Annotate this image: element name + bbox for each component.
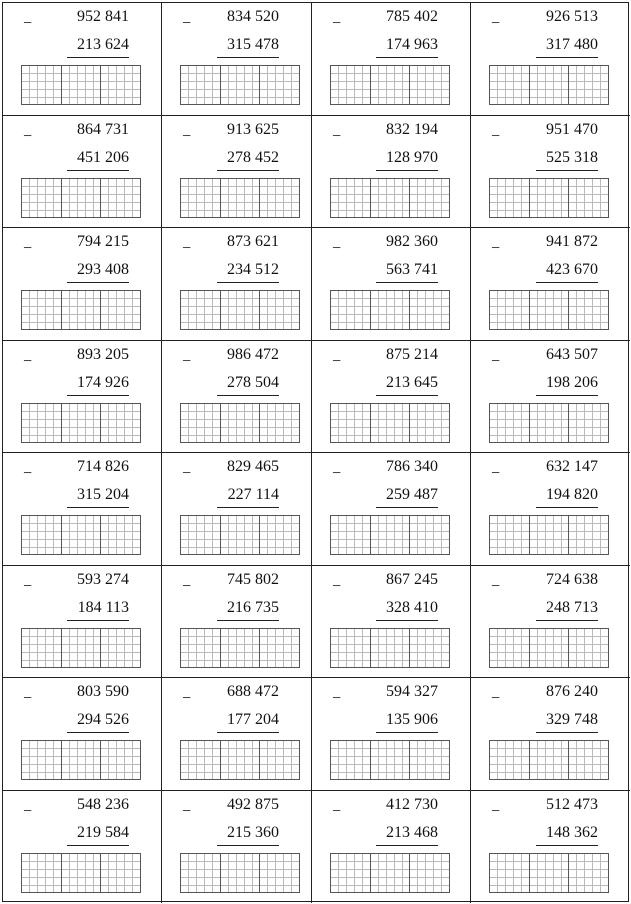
answer-box[interactable] — [101, 404, 140, 442]
answer-boxes — [21, 515, 141, 555]
subtrahend: 293 408 — [77, 261, 129, 278]
answer-box[interactable] — [569, 66, 608, 104]
minuend: 632 147 — [546, 458, 598, 475]
answer-boxes — [180, 65, 300, 105]
answer-boxes — [489, 628, 609, 668]
answer-box[interactable] — [410, 741, 449, 779]
problem-cell — [471, 453, 630, 566]
subtrahend: 234 512 — [227, 261, 279, 278]
answer-box[interactable] — [371, 741, 411, 779]
problem-cell — [312, 116, 471, 229]
answer-box[interactable] — [181, 854, 221, 892]
subtrahend: 259 487 — [386, 486, 438, 503]
minuend: 951 470 — [546, 120, 598, 138]
subtrahend: 194 820 — [546, 486, 598, 503]
answer-rule — [536, 620, 598, 621]
answer-box[interactable] — [331, 629, 371, 667]
answer-box[interactable] — [181, 516, 221, 554]
minuend: 982 360 — [386, 233, 438, 250]
minus-sign: − — [23, 802, 33, 820]
minuend: 926 513 — [546, 8, 598, 25]
answer-box[interactable] — [371, 854, 411, 892]
minus-sign: − — [182, 352, 192, 370]
answer-box[interactable] — [101, 741, 140, 779]
minuend: 867 245 — [386, 570, 438, 588]
problem-cell — [312, 228, 471, 341]
answer-box[interactable] — [410, 179, 449, 217]
answer-box[interactable] — [22, 291, 62, 329]
subtrahend: 213 624 — [77, 36, 129, 53]
subtrahend: 278 452 — [227, 148, 279, 166]
answer-box[interactable] — [260, 66, 299, 104]
answer-rule — [536, 507, 598, 508]
answer-box[interactable] — [221, 291, 261, 329]
subtrahend: 184 113 — [77, 598, 129, 616]
answer-boxes — [489, 740, 609, 780]
minuend: 593 274 — [77, 570, 129, 588]
problem-cell — [471, 341, 630, 454]
minuend: 492 875 — [227, 795, 279, 813]
answer-box[interactable] — [181, 179, 221, 217]
minuend: 688 472 — [227, 683, 279, 700]
minuend: 724 638 — [546, 570, 598, 588]
answer-rule — [217, 507, 279, 508]
answer-box[interactable] — [331, 516, 371, 554]
problem-cell — [471, 228, 630, 341]
minuend: 941 872 — [546, 233, 598, 250]
subtrahend: 294 526 — [77, 711, 129, 728]
answer-box[interactable] — [530, 291, 570, 329]
subtrahend: 219 584 — [77, 823, 129, 841]
answer-box[interactable] — [371, 291, 411, 329]
subtrahend: 128 970 — [386, 148, 438, 166]
problem-cell — [471, 678, 630, 791]
answer-rule — [217, 620, 279, 621]
answer-box[interactable] — [260, 741, 299, 779]
answer-box[interactable] — [260, 629, 299, 667]
answer-rule — [536, 395, 598, 396]
minus-sign: − — [182, 127, 192, 145]
minuend: 714 826 — [77, 458, 129, 475]
answer-box[interactable] — [221, 179, 261, 217]
answer-box[interactable] — [331, 741, 371, 779]
answer-box[interactable] — [221, 629, 261, 667]
subtrahend: 198 206 — [546, 373, 598, 391]
minuend: 745 802 — [227, 570, 279, 588]
problem-cell — [312, 791, 471, 904]
subtrahend: 278 504 — [227, 373, 279, 391]
answer-boxes — [489, 290, 609, 330]
subtrahend: 174 963 — [386, 36, 438, 53]
minuend: 803 590 — [77, 683, 129, 700]
minuend: 986 472 — [227, 345, 279, 363]
answer-box[interactable] — [22, 179, 62, 217]
answer-boxes — [489, 403, 609, 443]
answer-box[interactable] — [331, 66, 371, 104]
answer-box[interactable] — [101, 291, 140, 329]
minus-sign: − — [491, 690, 501, 707]
problem-cell — [471, 116, 630, 229]
problem-cell — [3, 341, 162, 454]
answer-box[interactable] — [530, 629, 570, 667]
minuend: 794 215 — [77, 233, 129, 250]
answer-box[interactable] — [371, 66, 411, 104]
answer-boxes — [21, 403, 141, 443]
problem-cell — [471, 3, 630, 116]
answer-rule — [376, 732, 438, 733]
answer-rule — [67, 170, 129, 171]
answer-box[interactable] — [221, 516, 261, 554]
answer-boxes — [330, 853, 450, 893]
subtrahend: 451 206 — [77, 148, 129, 166]
answer-box[interactable] — [62, 854, 102, 892]
answer-box[interactable] — [221, 741, 261, 779]
answer-box[interactable] — [181, 66, 221, 104]
minus-sign: − — [182, 15, 192, 32]
answer-boxes — [21, 740, 141, 780]
minus-sign: − — [491, 127, 501, 145]
answer-boxes — [330, 515, 450, 555]
answer-box[interactable] — [490, 629, 530, 667]
minuend: 785 402 — [386, 8, 438, 25]
problem-cell — [471, 791, 630, 904]
answer-boxes — [180, 515, 300, 555]
answer-box[interactable] — [410, 66, 449, 104]
minuend: 875 214 — [386, 345, 438, 363]
answer-box[interactable] — [371, 179, 411, 217]
answer-box[interactable] — [490, 179, 530, 217]
minus-sign: − — [332, 577, 342, 595]
answer-box[interactable] — [530, 404, 570, 442]
problem-cell — [3, 566, 162, 679]
answer-box[interactable] — [22, 404, 62, 442]
subtraction-grid — [2, 2, 629, 902]
answer-box[interactable] — [62, 179, 102, 217]
minuend: 834 520 — [227, 8, 279, 25]
minuend: 786 340 — [386, 458, 438, 475]
answer-rule — [67, 507, 129, 508]
answer-box[interactable] — [569, 741, 608, 779]
answer-box[interactable] — [62, 629, 102, 667]
answer-boxes — [21, 178, 141, 218]
problem-cell — [162, 791, 312, 904]
minus-sign: − — [182, 577, 192, 595]
answer-box[interactable] — [22, 854, 62, 892]
minus-sign: − — [23, 127, 33, 145]
subtrahend: 216 735 — [227, 598, 279, 616]
subtrahend: 227 114 — [227, 486, 279, 503]
answer-box[interactable] — [260, 404, 299, 442]
answer-boxes — [180, 290, 300, 330]
subtrahend: 177 204 — [227, 711, 279, 728]
answer-box[interactable] — [490, 404, 530, 442]
problem-cell — [312, 678, 471, 791]
answer-rule — [217, 170, 279, 171]
minus-sign: − — [23, 352, 33, 370]
answer-box[interactable] — [569, 854, 608, 892]
minus-sign: − — [23, 15, 33, 32]
answer-boxes — [489, 65, 609, 105]
minuend: 873 621 — [227, 233, 279, 250]
answer-box[interactable] — [101, 854, 140, 892]
minus-sign: − — [332, 690, 342, 707]
minus-sign: − — [182, 465, 192, 482]
minuend: 893 205 — [77, 345, 129, 363]
problem-cell — [162, 228, 312, 341]
answer-rule — [67, 282, 129, 283]
answer-rule — [376, 57, 438, 58]
answer-box[interactable] — [62, 66, 102, 104]
answer-box[interactable] — [260, 291, 299, 329]
problem-cell — [3, 228, 162, 341]
answer-rule — [376, 170, 438, 171]
answer-box[interactable] — [530, 179, 570, 217]
answer-rule — [376, 620, 438, 621]
answer-rule — [376, 395, 438, 396]
answer-box[interactable] — [530, 741, 570, 779]
answer-box[interactable] — [490, 854, 530, 892]
minus-sign: − — [491, 465, 501, 482]
answer-rule — [376, 507, 438, 508]
subtrahend: 215 360 — [227, 823, 279, 841]
minus-sign: − — [332, 15, 342, 32]
minus-sign: − — [332, 240, 342, 257]
answer-box[interactable] — [530, 66, 570, 104]
problem-cell — [3, 116, 162, 229]
answer-rule — [67, 732, 129, 733]
answer-box[interactable] — [569, 516, 608, 554]
minus-sign: − — [182, 690, 192, 707]
answer-box[interactable] — [181, 404, 221, 442]
answer-box[interactable] — [221, 66, 261, 104]
answer-box[interactable] — [569, 629, 608, 667]
answer-box[interactable] — [221, 404, 261, 442]
answer-boxes — [330, 65, 450, 105]
minus-sign: − — [491, 15, 501, 32]
problem-cell — [162, 3, 312, 116]
answer-rule — [536, 732, 598, 733]
problem-cell — [162, 678, 312, 791]
answer-box[interactable] — [410, 404, 449, 442]
problem-cell — [162, 566, 312, 679]
answer-box[interactable] — [490, 516, 530, 554]
answer-box[interactable] — [569, 404, 608, 442]
answer-box[interactable] — [22, 516, 62, 554]
minuend: 643 507 — [546, 345, 598, 363]
answer-rule — [536, 282, 598, 283]
answer-boxes — [21, 290, 141, 330]
minus-sign: − — [182, 240, 192, 257]
answer-box[interactable] — [101, 66, 140, 104]
subtrahend: 135 906 — [386, 711, 438, 728]
minuend: 952 841 — [77, 8, 129, 25]
answer-box[interactable] — [181, 629, 221, 667]
subtrahend: 213 645 — [386, 373, 438, 391]
answer-box[interactable] — [62, 516, 102, 554]
answer-rule — [67, 620, 129, 621]
minuend: 829 465 — [227, 458, 279, 475]
answer-rule — [217, 732, 279, 733]
answer-boxes — [489, 178, 609, 218]
subtrahend: 315 478 — [227, 36, 279, 53]
answer-rule — [67, 395, 129, 396]
answer-box[interactable] — [490, 291, 530, 329]
answer-boxes — [489, 515, 609, 555]
answer-box[interactable] — [331, 291, 371, 329]
minuend: 512 473 — [546, 795, 598, 813]
answer-boxes — [330, 178, 450, 218]
answer-box[interactable] — [410, 629, 449, 667]
problem-cell — [312, 341, 471, 454]
problem-cell — [3, 3, 162, 116]
answer-box[interactable] — [331, 179, 371, 217]
answer-box[interactable] — [260, 179, 299, 217]
answer-boxes — [180, 628, 300, 668]
minus-sign: − — [332, 127, 342, 145]
answer-box[interactable] — [371, 629, 411, 667]
answer-boxes — [180, 178, 300, 218]
answer-box[interactable] — [490, 66, 530, 104]
minus-sign: − — [491, 577, 501, 595]
answer-rule — [67, 57, 129, 58]
problem-cell — [312, 3, 471, 116]
problem-cell — [3, 791, 162, 904]
subtrahend: 248 713 — [546, 598, 598, 616]
problem-cell — [3, 453, 162, 566]
answer-rule — [217, 57, 279, 58]
answer-rule — [67, 845, 129, 846]
answer-boxes — [180, 740, 300, 780]
subtrahend: 148 362 — [546, 823, 598, 841]
answer-box[interactable] — [530, 854, 570, 892]
answer-box[interactable] — [62, 741, 102, 779]
answer-box[interactable] — [371, 516, 411, 554]
answer-boxes — [330, 628, 450, 668]
problem-cell — [162, 116, 312, 229]
minuend: 913 625 — [227, 120, 279, 138]
answer-box[interactable] — [530, 516, 570, 554]
minus-sign: − — [23, 240, 33, 257]
minus-sign: − — [332, 352, 342, 370]
minus-sign: − — [332, 802, 342, 820]
answer-rule — [536, 845, 598, 846]
answer-rule — [217, 845, 279, 846]
minuend: 594 327 — [386, 683, 438, 700]
minus-sign: − — [23, 577, 33, 595]
answer-box[interactable] — [569, 291, 608, 329]
minuend: 864 731 — [77, 120, 129, 138]
problem-cell — [471, 566, 630, 679]
problem-cell — [162, 341, 312, 454]
answer-box[interactable] — [260, 854, 299, 892]
answer-box[interactable] — [331, 404, 371, 442]
answer-boxes — [180, 853, 300, 893]
answer-box[interactable] — [22, 741, 62, 779]
answer-box[interactable] — [62, 404, 102, 442]
answer-rule — [536, 57, 598, 58]
subtrahend: 315 204 — [77, 486, 129, 503]
answer-rule — [217, 395, 279, 396]
problem-cell — [312, 453, 471, 566]
minus-sign: − — [491, 802, 501, 820]
minus-sign: − — [491, 240, 501, 257]
answer-box[interactable] — [331, 854, 371, 892]
problem-cell — [3, 678, 162, 791]
answer-box[interactable] — [101, 629, 140, 667]
answer-rule — [376, 282, 438, 283]
answer-rule — [217, 282, 279, 283]
minus-sign: − — [491, 352, 501, 370]
subtrahend: 329 748 — [546, 711, 598, 728]
subtrahend: 423 670 — [546, 261, 598, 278]
answer-box[interactable] — [490, 741, 530, 779]
answer-boxes — [180, 403, 300, 443]
minuend: 876 240 — [546, 683, 598, 700]
answer-boxes — [489, 853, 609, 893]
minuend: 548 236 — [77, 795, 129, 813]
subtrahend: 525 318 — [546, 148, 598, 166]
subtrahend: 563 741 — [386, 261, 438, 278]
minus-sign: − — [23, 465, 33, 482]
answer-box[interactable] — [62, 291, 102, 329]
answer-boxes — [21, 65, 141, 105]
problem-cell — [312, 566, 471, 679]
problem-cell — [162, 453, 312, 566]
answer-box[interactable] — [410, 854, 449, 892]
answer-box[interactable] — [22, 66, 62, 104]
answer-rule — [376, 845, 438, 846]
answer-box[interactable] — [260, 516, 299, 554]
subtrahend: 317 480 — [546, 36, 598, 53]
answer-box[interactable] — [221, 854, 261, 892]
minus-sign: − — [332, 465, 342, 482]
answer-boxes — [330, 290, 450, 330]
subtrahend: 174 926 — [77, 373, 129, 391]
answer-boxes — [21, 628, 141, 668]
answer-box[interactable] — [101, 179, 140, 217]
answer-box[interactable] — [181, 291, 221, 329]
answer-boxes — [21, 853, 141, 893]
answer-box[interactable] — [410, 291, 449, 329]
answer-box[interactable] — [101, 516, 140, 554]
minus-sign: − — [23, 690, 33, 707]
subtrahend: 213 468 — [386, 823, 438, 841]
answer-rule — [536, 170, 598, 171]
answer-box[interactable] — [410, 516, 449, 554]
answer-boxes — [330, 740, 450, 780]
minus-sign: − — [182, 802, 192, 820]
answer-box[interactable] — [371, 404, 411, 442]
minuend: 412 730 — [386, 795, 438, 813]
answer-boxes — [330, 403, 450, 443]
answer-box[interactable] — [22, 629, 62, 667]
minuend: 832 194 — [386, 120, 438, 138]
subtrahend: 328 410 — [386, 598, 438, 616]
answer-box[interactable] — [569, 179, 608, 217]
answer-box[interactable] — [181, 741, 221, 779]
